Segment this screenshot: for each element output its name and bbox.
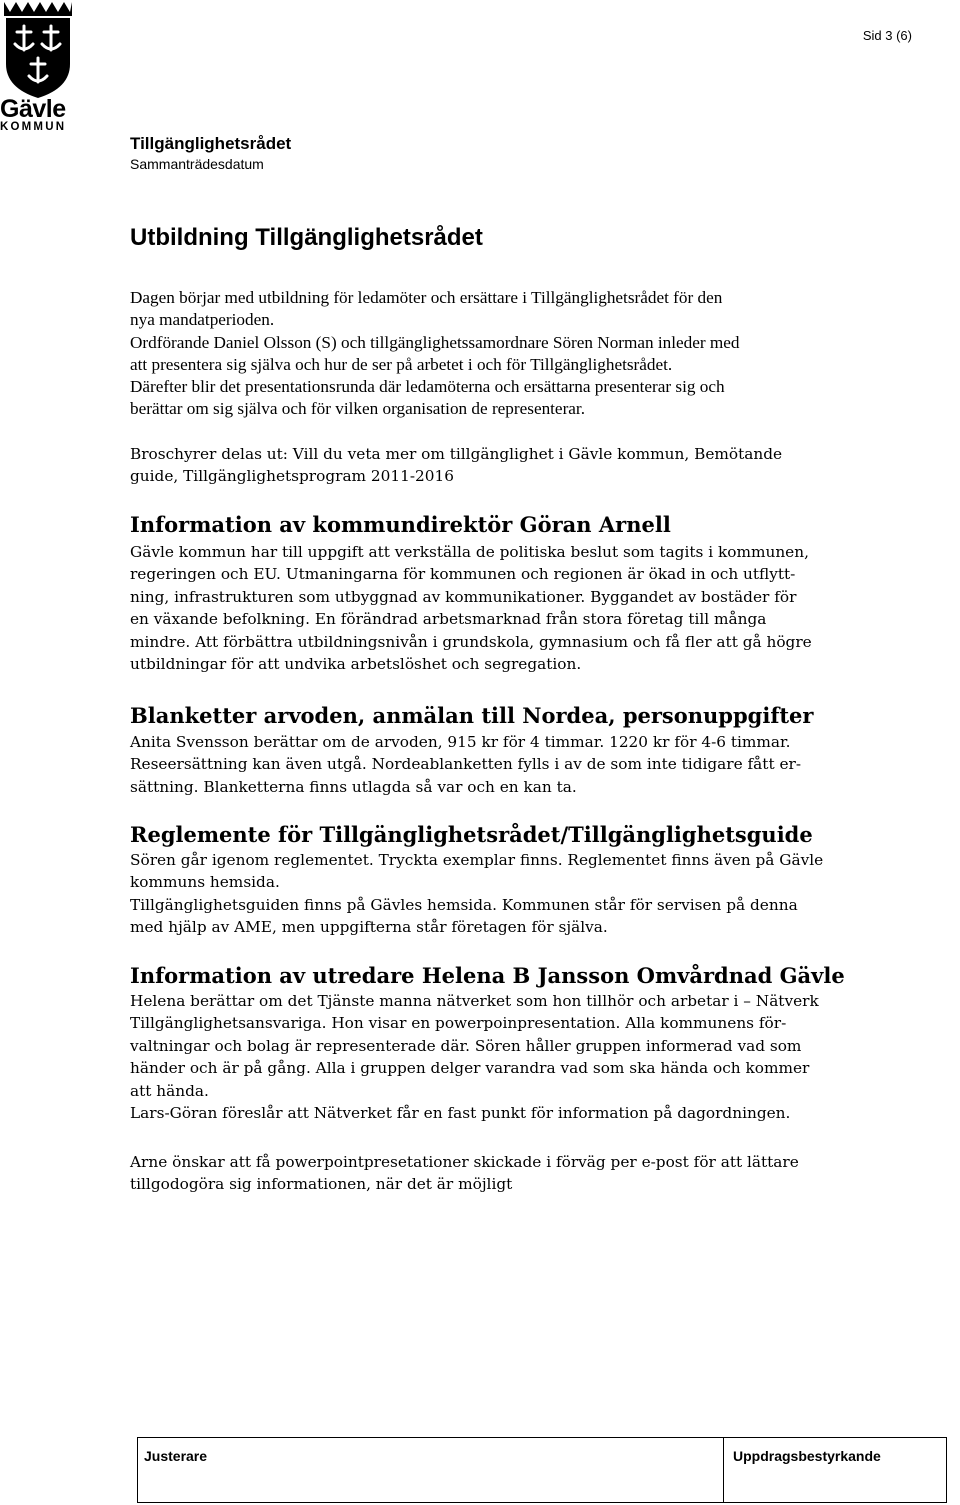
page-heading: Utbildning Tillgänglighetsrådet: [130, 224, 483, 251]
section-title: Blanketter arvoden, anmälan till Nordea, personuppgifter: [130, 703, 814, 728]
section-title: Information av utredare Helena B Jansson Omvårdnad Gävle: [130, 963, 845, 988]
closing-paragraph: Arne önskar att få powerpointpresetationer skickade i förväg per e-post för att lättare tillgodogöra sig informationen, när det är möjligt: [130, 1153, 799, 1194]
logo-sub: KOMMUN: [0, 121, 67, 133]
document-title: Tillgänglighetsrådet: [130, 134, 292, 153]
section-text: Helena berättar om det Tjänste manna nätverket som hon tillhör och arbetar i – Nätverk Tillgänglighetsansvariga. Hon visar en powerpoinpresentation. Alla kommunens för- valtningar och bolag är representerade där. Sören håller gruppen informerad vad som händer och är på gång. Alla i gruppen delger varandra vad som ska hända och kommer att hända. Lars-Göran föreslår att Nätverket får en fast punkt för information på dagordningen.: [130, 992, 819, 1123]
page-number: Sid 3 (6): [862, 28, 912, 43]
section-text: Gävle kommun har till uppgift att verkställa de politiska beslut som tagits i kommunen, regeringen och EU. Utmaningarna för kommunen och regionen är ökad in och utflytt- ning, infrastrukturen som utbyggnad av kommunikationer. Byggandet av bostäder för en växande befolkning. En förändrad arbetsmarknad från stora företag till många mindre. Att förbättra utbildningsnivån i grundskola, gymnasium och få fler att gå högre utbildningar för att undvika arbetslöshet och segregation.: [130, 543, 812, 674]
section-text: Sören går igenom reglementet. Tryckta exemplar finns. Reglementet finns även på Gävle kommuns hemsida. Tillgänglighetsguiden finns på Gävles hemsida. Kommunen står för servisen på denna med hjälp av AME, men uppgifterna står företagen för själva.: [130, 851, 824, 937]
certification-label: Uppdragsbestyrkande: [733, 1448, 881, 1464]
logo-name: Gävle: [0, 95, 66, 123]
meeting-date-label: Sammanträdesdatum: [130, 156, 264, 172]
intro-paragraph: Dagen börjar med utbildning för ledamöter och ersättare i Tillgänglighetsrådet för den nya mandatperioden. Ordförande Daniel Olsson (S) och tillgänglighetssamordnare Sören Norman inleder med att presentera sig själva och hur de ser på arbetet i och för Tillgänglighetsrådet. Därefter blir det presentationsrunda där ledamöterna och ersättarna presenterar sig och berättar om sig själva och för vilken organisation de representerar.: [130, 288, 740, 419]
table-divider: [723, 1438, 724, 1502]
section-title: Information av kommundirektör Göran Arnell: [130, 512, 671, 537]
adjuster-label: Justerare: [144, 1448, 208, 1464]
section-title: Reglemente för Tillgänglighetsrådet/Tillgänglighetsguide: [130, 822, 813, 847]
section-text: Anita Svensson berättar om de arvoden, 915 kr för 4 timmar. 1220 kr för 4-6 timmar. Reseersättning kan även utgå. Nordeablanketten fylls i av de som inte tidigare fått er- sättning. Blanketterna finns utlagda så var och en kan ta.: [130, 733, 801, 796]
logo-text: [0, 97, 76, 133]
signature-table: [137, 1437, 947, 1503]
brochures-paragraph: Broschyrer delas ut: Vill du veta mer om tillgänglighet i Gävle kommun, Bemötande guide, Tillgänglighetsprogram 2011-2016: [130, 445, 783, 486]
